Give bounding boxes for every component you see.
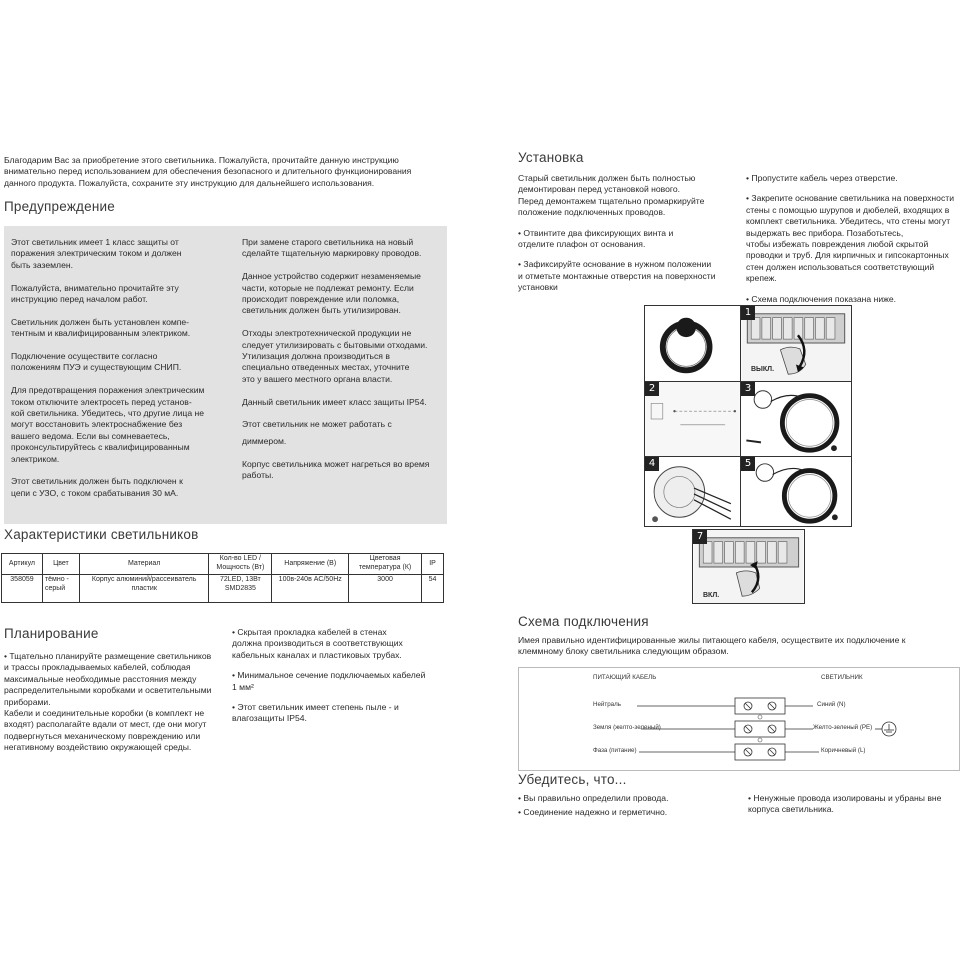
column-header: Артикул (2, 554, 43, 575)
table-row (2, 575, 444, 603)
lamp-wire-label: Желто-зеленый (PE) (813, 724, 873, 731)
column-header: IP (422, 554, 444, 575)
warning-item: диммером. (242, 435, 287, 446)
figure-lamp (644, 305, 741, 382)
figure-step-3 (740, 381, 852, 457)
list-item: • Зафиксируйте основание в нужном положении и отметьте монтажные отверстия на поверхности установки (518, 259, 716, 293)
column-header: Кол-во LED / Мощность (Вт) (209, 554, 272, 575)
list-item: • Закрепите основание светильника на поверхности стены с помощью шурупов и дюбелей, входящих в комплект светильника. Убедитесь, что стены могут выдержать вес прибора. Позаботьтесь, чтобы избежать повреждения любой скрытой проводки и труб. Для кирпичных и гипсокартонных стен должен использоваться соответствующий крепеж. (746, 193, 954, 284)
base-mounting-illustration (645, 457, 740, 526)
specs-table (1, 553, 444, 603)
figure-step-4 (644, 456, 741, 527)
warning-item: Этот светильник не может работать с (242, 419, 392, 430)
check-heading: Убедитесь, что... (518, 772, 627, 787)
wiring-diagram (518, 667, 960, 771)
wiring-lines (519, 668, 961, 772)
warning-item: Для предотвращения поражения электрическим током отключите электросеть перед установ- кой светильника. Убедитесь, что другие лица не могут восстановить электроснабжение без вашего ведома. Если вы сомневаетесь, проконсультируйтесь с квалифицированным электриком. (11, 385, 205, 464)
column-header: Цвет (42, 554, 79, 575)
warning-item: Данный светильник имеет класс защиты IP54. (242, 396, 427, 407)
off-label: ВЫКЛ. (751, 366, 775, 373)
list-item: • Минимальное сечение подключаемых кабелей 1 мм² (232, 670, 426, 692)
supply-wire-label: Земля (желто-зеленый) (593, 724, 661, 731)
column-header: Напряжение (В) (272, 554, 349, 575)
column-header: Цветовая температура (К) (349, 554, 422, 575)
supply-wire-label: Нейтраль (593, 701, 621, 708)
lamp-wire-label: Синий (N) (817, 701, 846, 708)
table-header-row (2, 554, 444, 575)
warning-item: Подключение осуществите согласно положениям ПУЭ и существующим СНИП. (11, 351, 182, 373)
list-item: • Пропустите кабель через отверстие. (746, 173, 898, 183)
step-number: 2 (645, 382, 659, 396)
column-header: Материал (79, 554, 209, 575)
lamp-wire-label: Коричневый (L) (821, 747, 866, 754)
wiring-text: Имея правильно идентифицированные жилы питающего кабеля, осуществите их подключение к клеммному блоку светильника следующим образом. (518, 635, 906, 657)
list-item: • Соединение надежно и герметично. (518, 807, 668, 818)
step-number: 1 (741, 306, 755, 320)
remove-diffuser-illustration (741, 382, 851, 456)
intro-text: Благодарим Вас за приобретение этого светильника. Пожалуйста, прочитайте данную инструкцию внимательно перед использованием для обеспечения безопасного и длительного функционирования данного продукта. Пожалуйста, сохраните эту инструкцию для дальнейшего использования. (4, 155, 412, 188)
figure-step-7 (692, 529, 805, 604)
warning-item: Данное устройство содержит незаменяемые части, которые не подлежат ремонту. Если происходит повреждение или поломка, светильник должен быть утилизирован. (242, 271, 421, 316)
warning-item: При замене старого светильника на новый сделайте тщательную маркировку проводов. (242, 237, 422, 259)
table-cell: 3000 (349, 575, 422, 603)
list-item: • Этот светильник имеет степень пыле - и влагозащиты IP54. (232, 702, 399, 724)
warning-item: Пожалуйста, внимательно прочитайте эту инструкцию перед началом работ. (11, 282, 179, 305)
step-number: 3 (741, 382, 755, 396)
warning-item: Светильник должен быть установлен компе- тентным и квалифицированным электриком. (11, 316, 191, 339)
supply-wire-label: Фаза (питание) (593, 747, 637, 754)
planning-left-text: • Тщательно планируйте размещение светильников и трассы прокладываемых кабелей, соблюдая максимальные необходимые расстояния между распределительными коробками и осветительными приборами. Кабели и соединительные коробки (в комплект не входят) располагайте вдали от мест, где они могут подвергнуться механическому повреждению или негативному воздействию окружающей среды. (4, 651, 212, 753)
specs-heading: Характеристики светильников (4, 527, 199, 542)
table-cell: 54 (422, 575, 444, 603)
figure-step-5 (740, 456, 852, 527)
step-number: 5 (741, 457, 755, 471)
check-right-item: • Ненужные провода изолированы и убраны вне корпуса светильника. (748, 793, 942, 815)
installation-right-list (746, 173, 968, 314)
list-item: • Скрытая прокладка кабелей в стенах должна производиться в соответствующих кабельных каналах и пластиковых трубах. (232, 627, 403, 660)
warning-heading: Предупреждение (4, 199, 115, 214)
warning-item: Этот светильник имеет 1 класс защиты от поражения электрическим током и должен быть заземлен. (11, 237, 182, 270)
planning-heading: Планирование (4, 626, 99, 641)
warning-box (4, 226, 447, 524)
attach-diffuser-illustration (741, 457, 851, 526)
warning-left-column (11, 237, 226, 511)
installation-left-list (518, 173, 733, 303)
figure-step-2 (644, 381, 741, 457)
wiring-heading: Схема подключения (518, 614, 649, 629)
warning-right-column (242, 237, 447, 493)
table-cell: 358059 (2, 575, 43, 603)
step-number: 7 (693, 530, 707, 544)
mounting-marks-illustration (645, 382, 740, 456)
list-item: Старый светильник должен быть полностью демонтирован перед установкой нового. Перед демонтажем тщательно промаркируйте положение подключенных проводов. (518, 173, 705, 218)
lamp-header: СВЕТИЛЬНИК (821, 674, 863, 681)
table-cell: тёмно - серый (42, 575, 79, 603)
supply-cable-header: ПИТАЮЩИЙ КАБЕЛЬ (593, 674, 657, 681)
table-cell: 100в-240в AC/50Hz (272, 575, 349, 603)
check-left-list (518, 793, 738, 819)
figure-step-1 (740, 305, 852, 382)
step-number: 4 (645, 457, 659, 471)
installation-heading: Установка (518, 150, 584, 165)
planning-right-list (232, 627, 447, 734)
warning-item: Корпус светильника может нагреться во время работы. (242, 458, 430, 481)
list-item: • Отвинтите два фиксирующих винта и отделите плафон от основания. (518, 227, 674, 250)
table-cell: Корпус алюминий/рассеиватель пластик (79, 575, 209, 603)
table-cell: 72LED, 13Вт SMD2835 (209, 575, 272, 603)
list-item: • Схема подключения показана ниже. (746, 293, 897, 304)
warning-item: Этот светильник должен быть подключен к цепи с УЗО, с током срабатывания 30 мА. (11, 476, 183, 498)
on-label: ВКЛ. (703, 592, 720, 599)
warning-item: Отходы электротехнической продукции не следует утилизировать с бытовыми отходами. Утилизация должна производиться в специально отведенных местах, уточните это у вашего местного органа власти. (242, 328, 428, 384)
lamp-illustration (645, 306, 740, 381)
list-item: • Вы правильно определили провода. (518, 793, 669, 803)
